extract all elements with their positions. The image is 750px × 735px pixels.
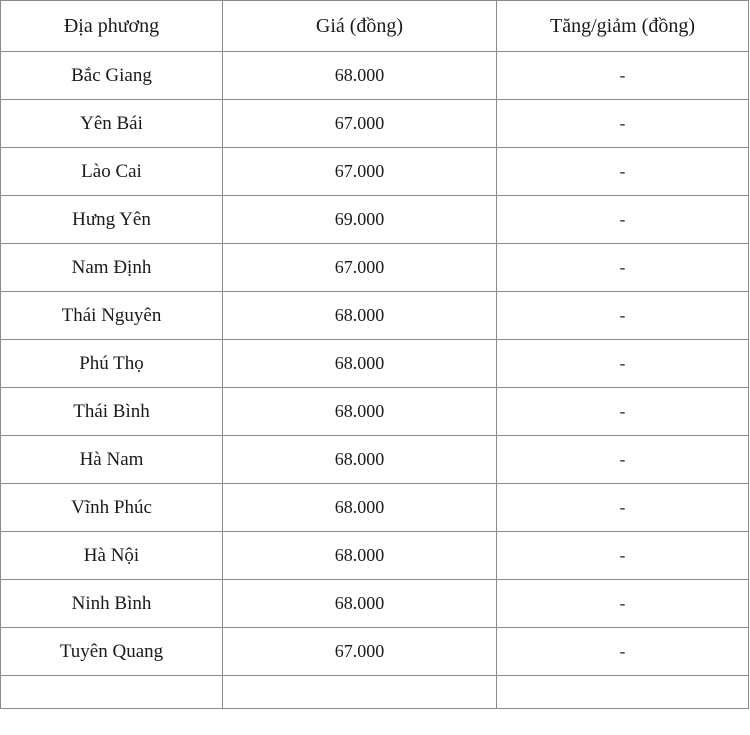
cell-price: 68.000 — [223, 436, 497, 484]
cell-price: 68.000 — [223, 388, 497, 436]
cell-locality: Hà Nội — [1, 532, 223, 580]
cell-price: 68.000 — [223, 580, 497, 628]
cell-locality: Ninh Bình — [1, 580, 223, 628]
cell-change: - — [497, 244, 749, 292]
cell-price: 68.000 — [223, 52, 497, 100]
table-row — [1, 388, 749, 436]
cell-locality: Lào Cai — [1, 148, 223, 196]
column-header-locality: Địa phương — [1, 1, 223, 52]
cell-change: - — [497, 292, 749, 340]
table-row — [1, 292, 749, 340]
table-row — [1, 196, 749, 244]
table-row — [1, 148, 749, 196]
table-row — [1, 100, 749, 148]
table-row — [1, 244, 749, 292]
cell-price: 68.000 — [223, 532, 497, 580]
cell-change: - — [497, 580, 749, 628]
table-row — [1, 532, 749, 580]
cell-locality: Yên Bái — [1, 100, 223, 148]
cell-price: 67.000 — [223, 100, 497, 148]
cell-locality: Thái Nguyên — [1, 292, 223, 340]
cell-price: 68.000 — [223, 292, 497, 340]
cell-locality: Bắc Giang — [1, 52, 223, 100]
cell-price: 69.000 — [223, 196, 497, 244]
cell-locality: Tuyên Quang — [1, 628, 223, 676]
table-footer-cell — [497, 676, 749, 709]
cell-price: 67.000 — [223, 244, 497, 292]
table-header — [1, 1, 749, 52]
table-row — [1, 628, 749, 676]
cell-locality: Phú Thọ — [1, 340, 223, 388]
cell-change: - — [497, 532, 749, 580]
cell-change: - — [497, 148, 749, 196]
cell-change: - — [497, 52, 749, 100]
cell-change: - — [497, 628, 749, 676]
cell-change: - — [497, 100, 749, 148]
table-row — [1, 340, 749, 388]
cell-change: - — [497, 436, 749, 484]
cell-price: 67.000 — [223, 148, 497, 196]
cell-change: - — [497, 196, 749, 244]
cell-change: - — [497, 388, 749, 436]
column-header-change: Tăng/giảm (đồng) — [497, 1, 749, 52]
cell-change: - — [497, 484, 749, 532]
table-row — [1, 580, 749, 628]
table-header-row — [1, 1, 749, 52]
cell-price: 68.000 — [223, 340, 497, 388]
table-footer-row — [1, 676, 749, 709]
table-row — [1, 484, 749, 532]
cell-locality: Vĩnh Phúc — [1, 484, 223, 532]
cell-locality: Thái Bình — [1, 388, 223, 436]
column-header-price: Giá (đồng) — [223, 1, 497, 52]
table-body — [1, 52, 749, 709]
cell-locality: Nam Định — [1, 244, 223, 292]
cell-change: - — [497, 340, 749, 388]
table-row — [1, 52, 749, 100]
cell-locality: Hà Nam — [1, 436, 223, 484]
table-footer-cell — [1, 676, 223, 709]
cell-price: 67.000 — [223, 628, 497, 676]
table-footer-cell — [223, 676, 497, 709]
table-row — [1, 436, 749, 484]
cell-price: 68.000 — [223, 484, 497, 532]
cell-locality: Hưng Yên — [1, 196, 223, 244]
